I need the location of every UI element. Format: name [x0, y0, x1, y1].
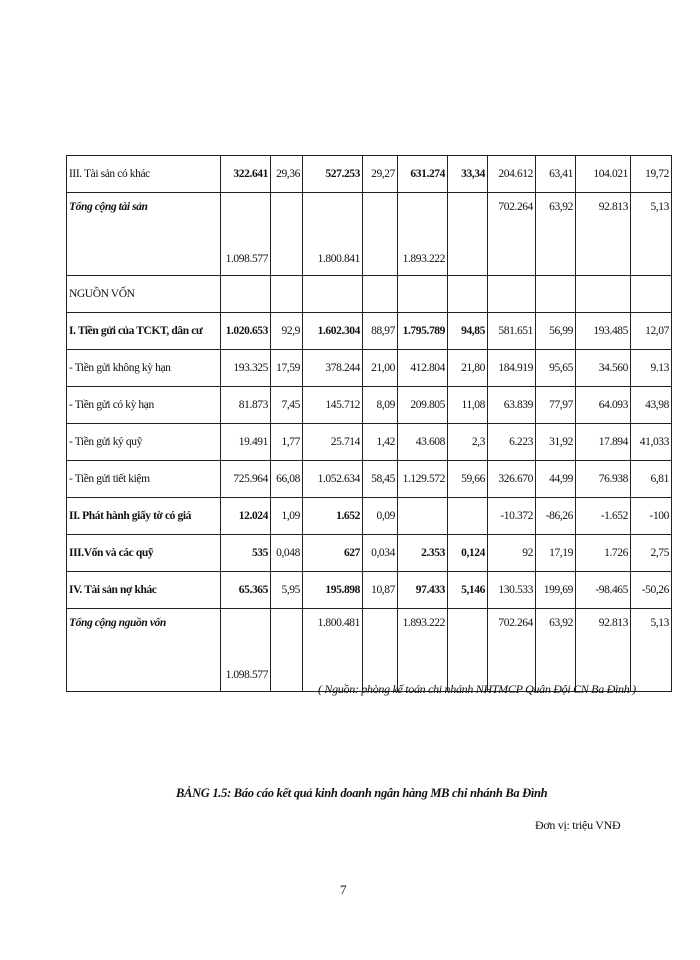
- cell: 199,69: [536, 572, 576, 609]
- cell: [448, 276, 488, 313]
- row-label: II. Phát hành giấy tờ có giá: [67, 498, 221, 535]
- cell: [448, 498, 488, 535]
- cell: 5,13: [631, 193, 672, 276]
- cell: -1.652: [576, 498, 631, 535]
- cell: 66,08: [271, 461, 303, 498]
- cell: 63,92: [536, 193, 576, 276]
- row-label: - Tiền gửi không kỳ hạn: [67, 350, 221, 387]
- row-label: NGUỒN VỐN: [67, 276, 221, 313]
- cell: 63,41: [536, 156, 576, 193]
- cell: [303, 276, 363, 313]
- cell: 0,09: [363, 498, 398, 535]
- row-label: IV. Tài sản nợ khác: [67, 572, 221, 609]
- cell: 193.325: [221, 350, 271, 387]
- cell: [448, 609, 488, 692]
- cell: [448, 193, 488, 276]
- cell: 29,27: [363, 156, 398, 193]
- cell: 92.813: [576, 609, 631, 692]
- cell: 31,92: [536, 424, 576, 461]
- unit-note: Đơn vị: triệu VNĐ: [535, 818, 621, 832]
- cell: 1.893.222: [398, 609, 448, 692]
- cell: 95,65: [536, 350, 576, 387]
- cell: 12,07: [631, 313, 672, 350]
- table-row: [67, 424, 672, 461]
- cell: 0,124: [448, 535, 488, 572]
- cell: 0,048: [271, 535, 303, 572]
- cell: [631, 276, 672, 313]
- cell: 1,09: [271, 498, 303, 535]
- cell: 81.873: [221, 387, 271, 424]
- cell: 63.839: [488, 387, 536, 424]
- cell: 204.612: [488, 156, 536, 193]
- cell: 1.052.634: [303, 461, 363, 498]
- cell: 702.264: [488, 193, 536, 276]
- row-label: Tổng cộng tài sản: [67, 193, 221, 276]
- cell: 12.024: [221, 498, 271, 535]
- cell: 378.244: [303, 350, 363, 387]
- cell: 76.938: [576, 461, 631, 498]
- cell: 1.129.572: [398, 461, 448, 498]
- cell: [271, 609, 303, 692]
- cell: 17,59: [271, 350, 303, 387]
- cell: 92.813: [576, 193, 631, 276]
- cell: 64.093: [576, 387, 631, 424]
- cell: 19,72: [631, 156, 672, 193]
- cell: 92: [488, 535, 536, 572]
- table-row: [67, 156, 672, 193]
- cell: -86,26: [536, 498, 576, 535]
- table-row: [67, 276, 672, 313]
- cell: 63,92: [536, 609, 576, 692]
- cell: 322.641: [221, 156, 271, 193]
- cell: 34.560: [576, 350, 631, 387]
- table-row: [67, 313, 672, 350]
- table-row: [67, 350, 672, 387]
- cell: 1.098.577: [221, 609, 271, 692]
- cell: 33,34: [448, 156, 488, 193]
- cell: 535: [221, 535, 271, 572]
- row-label: - Tiền gửi có kỳ hạn: [67, 387, 221, 424]
- cell: 43.608: [398, 424, 448, 461]
- cell: 412.804: [398, 350, 448, 387]
- cell: 1.652: [303, 498, 363, 535]
- source-note: ( Nguồn: phòng kế toán chi nhánh NHTMCP Quân Đội CN Ba Đình ): [318, 682, 636, 696]
- cell: 1,42: [363, 424, 398, 461]
- cell: 19.491: [221, 424, 271, 461]
- cell: 2,3: [448, 424, 488, 461]
- cell: 326.670: [488, 461, 536, 498]
- cell: 17.894: [576, 424, 631, 461]
- cell: [576, 276, 631, 313]
- cell: 145.712: [303, 387, 363, 424]
- cell: 6,81: [631, 461, 672, 498]
- cell: 209.805: [398, 387, 448, 424]
- cell: 5,13: [631, 609, 672, 692]
- cell: 6.223: [488, 424, 536, 461]
- table-row: [67, 572, 672, 609]
- cell: 21,80: [448, 350, 488, 387]
- cell: 7,45: [271, 387, 303, 424]
- row-label: III. Tài sản có khác: [67, 156, 221, 193]
- cell: 58,45: [363, 461, 398, 498]
- cell: [271, 276, 303, 313]
- cell: -98.465: [576, 572, 631, 609]
- cell: 29,36: [271, 156, 303, 193]
- cell: [363, 193, 398, 276]
- cell: -10.372: [488, 498, 536, 535]
- cell: 25.714: [303, 424, 363, 461]
- cell: 5,146: [448, 572, 488, 609]
- cell: 193.485: [576, 313, 631, 350]
- cell: 11,08: [448, 387, 488, 424]
- cell: -100: [631, 498, 672, 535]
- cell: 527.253: [303, 156, 363, 193]
- table-row: [67, 609, 672, 692]
- cell: 631.274: [398, 156, 448, 193]
- cell: 43,98: [631, 387, 672, 424]
- cell: [398, 276, 448, 313]
- cell: 2,75: [631, 535, 672, 572]
- row-label: III.Vốn và các quỹ: [67, 535, 221, 572]
- cell: 5,95: [271, 572, 303, 609]
- cell: 1,77: [271, 424, 303, 461]
- cell: 1.800.841: [303, 193, 363, 276]
- row-label: I. Tiền gửi của TCKT, dân cư: [67, 313, 221, 350]
- cell: 581.651: [488, 313, 536, 350]
- cell: 10,87: [363, 572, 398, 609]
- cell: -50,26: [631, 572, 672, 609]
- cell: [398, 498, 448, 535]
- table-row: [67, 535, 672, 572]
- cell: 17,19: [536, 535, 576, 572]
- cell: 1.726: [576, 535, 631, 572]
- cell: 195.898: [303, 572, 363, 609]
- cell: [363, 609, 398, 692]
- cell: 130.533: [488, 572, 536, 609]
- table-row: [67, 193, 672, 276]
- cell: 59,66: [448, 461, 488, 498]
- cell: [536, 276, 576, 313]
- cell: 1.795.789: [398, 313, 448, 350]
- cell: 94,85: [448, 313, 488, 350]
- cell: [363, 276, 398, 313]
- cell: 2.353: [398, 535, 448, 572]
- cell: 725.964: [221, 461, 271, 498]
- cell: 627: [303, 535, 363, 572]
- cell: 21,00: [363, 350, 398, 387]
- row-label: Tổng cộng nguồn vốn: [67, 609, 221, 692]
- row-label: - Tiền gửi tiết kiệm: [67, 461, 221, 498]
- cell: 41,033: [631, 424, 672, 461]
- cell: 65.365: [221, 572, 271, 609]
- cell: [488, 276, 536, 313]
- table-row: [67, 387, 672, 424]
- cell: 1.020.653: [221, 313, 271, 350]
- cell: 1.098.577: [221, 193, 271, 276]
- cell: 97.433: [398, 572, 448, 609]
- cell: 92,9: [271, 313, 303, 350]
- page-number: 7: [340, 882, 347, 897]
- cell: 1.602.304: [303, 313, 363, 350]
- cell: 702.264: [488, 609, 536, 692]
- balance-sheet-table: [66, 155, 672, 692]
- cell: 88,97: [363, 313, 398, 350]
- table-row: [67, 461, 672, 498]
- cell: 184.919: [488, 350, 536, 387]
- table-row: [67, 498, 672, 535]
- table-caption: BẢNG 1.5: Báo cáo kết quả kinh doanh ngân hàng MB chi nhánh Ba Đình: [176, 786, 548, 800]
- cell: 77,97: [536, 387, 576, 424]
- cell: 104.021: [576, 156, 631, 193]
- cell: 1.800.481: [303, 609, 363, 692]
- cell: 9.13: [631, 350, 672, 387]
- cell: 44,99: [536, 461, 576, 498]
- cell: 56,99: [536, 313, 576, 350]
- cell: 8,09: [363, 387, 398, 424]
- cell: [221, 276, 271, 313]
- cell: [271, 193, 303, 276]
- cell: 1.893.222: [398, 193, 448, 276]
- cell: 0,034: [363, 535, 398, 572]
- row-label: - Tiền gửi ký quỹ: [67, 424, 221, 461]
